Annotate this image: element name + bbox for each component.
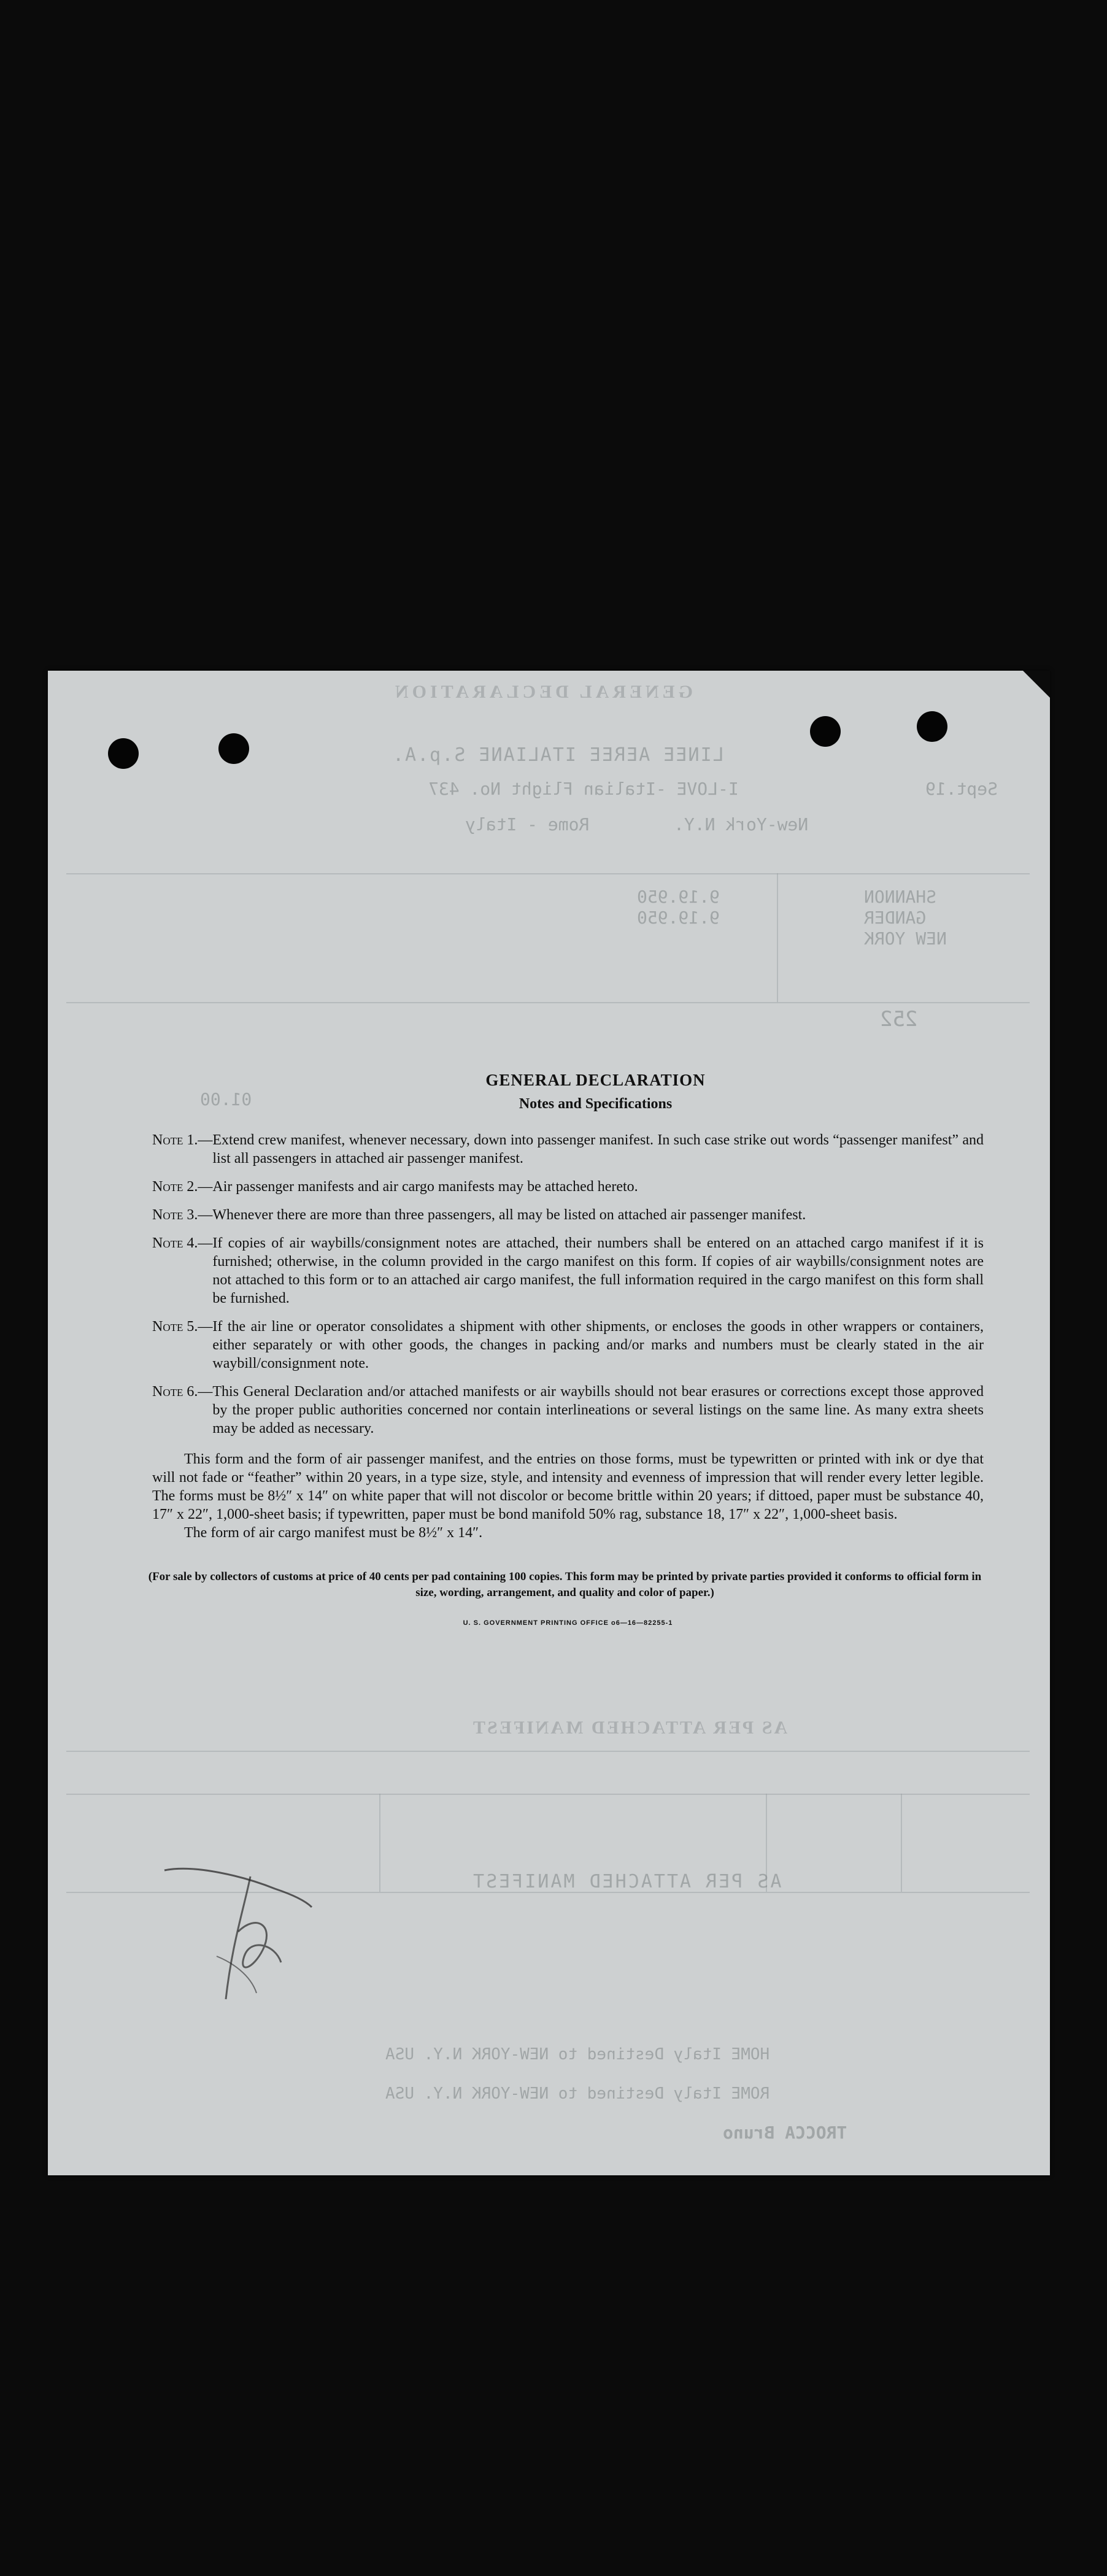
note-5-label: Note 5.—: [152, 1319, 213, 1335]
paper-specifications: This form and the form of air passenger manifest, and the entries on those forms, must be typewritten or printed with ink or dye that will not fade or “feather” within 20 years, in a type size, style, and intensity and evenness of impression that will render every letter legible. The forms must be 8½″ x 14″ on white paper that will not discolor or become brittle within 20 years; if dittoed, paper must be substance 40, 17″ x 22″, 1,000-sheet basis; if typewritten, paper must be bond manifold 50% rag, substance 18, 17″ x 22″, 1,000-sheet basis.: [152, 1451, 984, 1522]
bleed-rule-3: [66, 1751, 1030, 1752]
bleed-vrule-2: [379, 1794, 380, 1892]
note-6-text: This General Declaration and/or attached manifests or air waybills should not bear erasures or corrections except those approved by the proper public authorities concerned nor contain interlineations or several listings on the same line. As many extra sheets may be added as necessary.: [212, 1384, 984, 1436]
bleed-vrule-4: [901, 1794, 902, 1892]
bleed-rule-2: [66, 1002, 1030, 1003]
punch-hole-3: [810, 716, 841, 747]
printing-office-imprint: U. S. GOVERNMENT PRINTING OFFICE o6—16—82255-1: [463, 1619, 673, 1627]
bleed-operator: LINEE AEREE ITALIANE S.p.A.: [392, 744, 724, 766]
note-4: [152, 1234, 984, 1308]
punch-hole-1: [108, 738, 139, 769]
bleed-signatory: TROCCA Bruno: [723, 2123, 847, 2143]
note-5-text: If the air line or operator consolidates a shipment with other shipments, or encloses the goods in other wrappers or containers, either separately or with other goods, the changes in packing and/or marks and numbers must be clearly stated in the air waybill/consignment note.: [212, 1319, 984, 1371]
note-3: [152, 1206, 984, 1224]
bleed-date: Sept.19: [925, 779, 998, 799]
bleed-arrival: New-York N.Y.: [674, 814, 809, 835]
bleed-count: 252: [880, 1007, 918, 1032]
bleed-rule-4: [66, 1794, 1030, 1795]
bleed-flight: I-LOVE -Italian Flight No. 437: [428, 779, 739, 799]
bleed-departure: Rome - Italy: [465, 814, 590, 835]
sale-note: (For sale by collectors of customs at price of 40 cents per pad containing 100 copies. This form may be printed by private parties provided it conforms to official form in size, wording, arrangement, and quality and color of paper.): [148, 1570, 982, 1599]
signature-mark: [158, 1852, 367, 2011]
bleed-vrule-1: [777, 873, 778, 1002]
note-1-text: Extend crew manifest, whenever necessary, down into passenger manifest. In such case strike out words “passenger manifest” and list all passengers in attached air passenger manifest.: [212, 1132, 984, 1167]
bleed-destination-2: ROME Italy Destined to NEW-YORK N.Y. USA: [385, 2084, 770, 2103]
page-title: GENERAL DECLARATION: [485, 1071, 706, 1089]
bleed-itinerary-2: GANDER: [864, 908, 927, 928]
bleed-itinerary-3: NEW YORK: [864, 928, 947, 949]
bleed-time-1: 9.19.950: [637, 887, 720, 907]
bleed-cargo-stamp-2: AS PER ATTACHED MANIFEST: [471, 1871, 782, 1892]
punch-hole-4: [917, 711, 947, 742]
note-4-text: If copies of air waybills/consignment notes are attached, their numbers shall be entered on an attached cargo manifest if it is furnished; otherwise, in the column provided in the cargo manifest on this form. If copies of air waybills/consignment notes are not attached to this form or to an attached air cargo manifest, the full information required in the cargo manifest on this form shall be furnished.: [212, 1235, 984, 1306]
note-2-text: Air passenger manifests and air cargo manifests may be attached hereto.: [212, 1179, 638, 1195]
note-6: [152, 1382, 984, 1438]
note-1-label: Note 1.—: [152, 1132, 213, 1148]
note-6-label: Note 6.—: [152, 1384, 213, 1400]
note-4-label: Note 4.—: [152, 1235, 213, 1251]
bleed-form-title: GENERAL DECLARATION: [392, 682, 693, 702]
bleed-time-2: 9.19.950: [637, 908, 720, 928]
bleed-itinerary-1: SHANNON: [864, 887, 937, 907]
note-2: [152, 1178, 984, 1196]
note-3-text: Whenever there are more than three passengers, all may be listed on attached air passenger manifest.: [212, 1207, 806, 1223]
document-page: [48, 671, 1050, 2175]
note-1: [152, 1131, 984, 1168]
note-3-label: Note 3.—: [152, 1207, 213, 1223]
page-subtitle: Notes and Specifications: [519, 1096, 673, 1112]
folded-corner: [1023, 671, 1050, 698]
bleed-destination-1: HOME Italy Destined to NEW-YORK N.Y. USA: [385, 2045, 770, 2064]
bleed-cargo-stamp-1: AS PER ATTACHED MANIFEST: [471, 1718, 788, 1738]
note-5: [152, 1317, 984, 1373]
notes-section: [148, 1071, 984, 1627]
bleed-rule-1: [66, 873, 1030, 874]
bleed-departure-time: 01.00: [200, 1089, 252, 1109]
cargo-manifest-size: The form of air cargo manifest must be 8½″ x 14″.: [184, 1525, 483, 1541]
note-2-label: Note 2.—: [152, 1179, 213, 1195]
punch-hole-2: [218, 733, 249, 764]
